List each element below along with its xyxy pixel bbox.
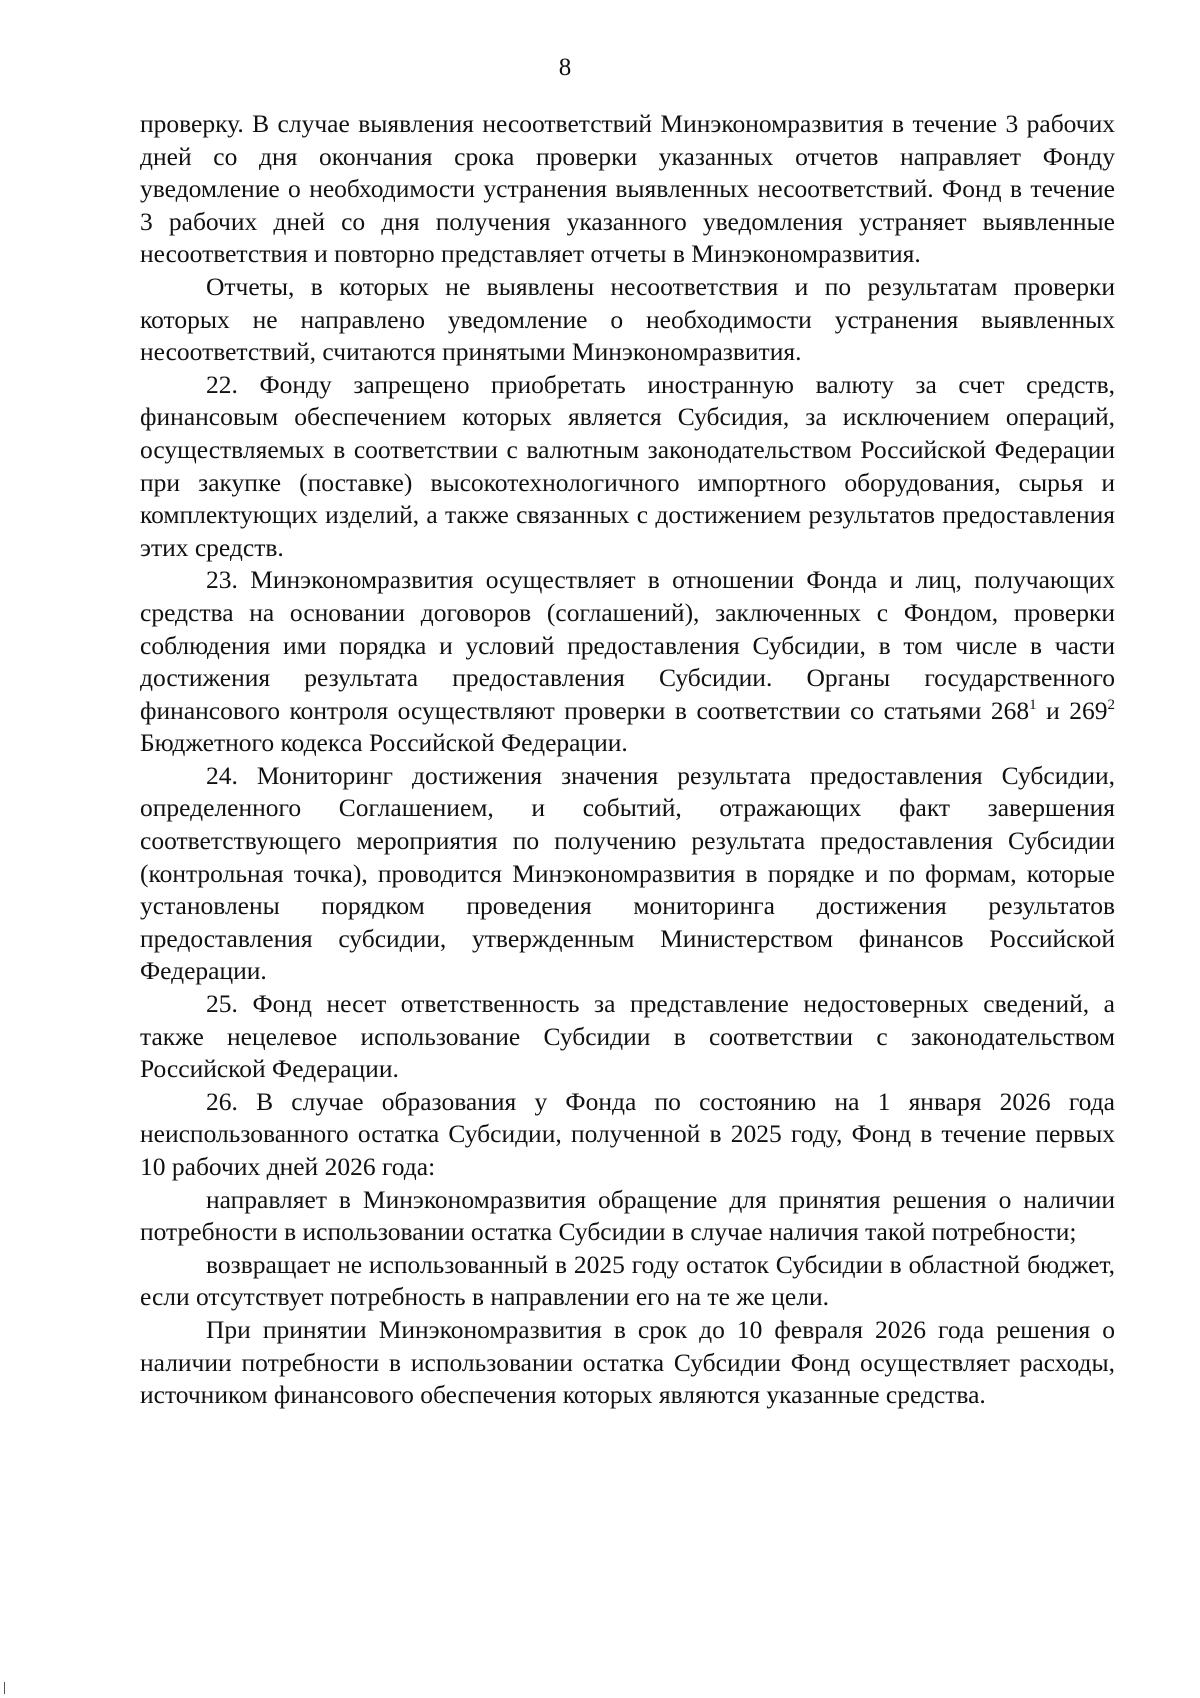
- paragraph-23-text-3: Бюджетного кодекса Российской Федерации.: [140, 728, 628, 758]
- paragraph-22: 22. Фонду запрещено приобретать иностранную валюту за счет средств, финансовым обеспечением которых является Субсидия, за исключением операций, осуществляемых в соответствии с валютным законодательством Российской Федерации при закупке (поставке) высокотехнологичного импортного оборудования, сырья и комплектующих изделий, а также связанных с достижением результатов предоставления этих средств.: [140, 369, 1115, 562]
- paragraph-26-item-return-balance: возвращает не использованный в 2025 году остаток Субсидии в областной бюджет, если отсутствует потребность в направлении его на те же цели.: [140, 1249, 1115, 1312]
- paragraph-report-check: проверку. В случае выявления несоответствий Минэкономразвития в течение 3 рабочих дней со дня окончания срока проверки указанных отчетов направляет Фонду уведомление о необходимости устранения выявленных несоответствий. Фонд в течение 3 рабочих дней со дня получения указанного уведомления устраняет выявленные несоответствия и повторно представляет отчеты в Минэкономразвития.: [140, 109, 1115, 269]
- superscript-1: 1: [1029, 696, 1037, 713]
- paragraph-25: 25. Фонд несет ответственность за представление недостоверных сведений, а также нецелевое использование Субсидии в соответствии с законодательством Российской Федерации.: [140, 989, 1115, 1084]
- paragraph-23-text-2: и 269: [1036, 695, 1108, 725]
- scan-margin-mark: [4, 1682, 5, 1694]
- superscript-2: 2: [1107, 696, 1115, 713]
- document-body: [140, 108, 1115, 1412]
- paragraph-26-item-send-request: направляет в Минэкономразвития обращение для принятия решения о наличии потребности в использовании остатка Субсидии в случае наличия такой потребности;: [140, 1184, 1115, 1247]
- paragraph-24: 24. Мониторинг достижения значения результата предоставления Субсидии, определенного Соглашением, и событий, отражающих факт завершения соответствующего мероприятия по получению результата предоставления Субсидии (контрольная точка), проводится Минэкономразвития в порядке и по формам, которые установлены порядком проведения мониторинга достижения результатов предоставления субсидии, утвержденным Министерством финансов Российской Федерации.: [140, 760, 1115, 986]
- paragraph-23: [140, 564, 1115, 760]
- paragraph-26: 26. В случае образования у Фонда по состоянию на 1 января 2026 года неиспользованного остатка Субсидии, полученной в 2025 году, Фонд в течение первых 10 рабочих дней 2026 года:: [140, 1086, 1115, 1181]
- page-number: 8: [558, 54, 572, 81]
- paragraph-23-text-1: 23. Минэкономразвития осуществляет в отношении Фонда и лиц, получающих средства на основании договоров (соглашений), заключенных с Фондом, проверки соблюдения ими порядка и условий предоставления Субсидии, в том числе в части достижения результата предоставления Субсидии. Органы государственного финансового контроля осуществляют проверки в соответствии со статьями 268: [140, 565, 1115, 725]
- paragraph-reports-accepted: Отчеты, в которых не выявлены несоответствия и по результатам проверки которых не направлено уведомление о необходимости устранения выявленных несоответствий, считаются принятыми Минэкономразвития.: [140, 271, 1115, 367]
- paragraph-expenses: При принятии Минэкономразвития в срок до 10 февраля 2026 года решения о наличии потребности в использовании остатка Субсидии Фонд осуществляет расходы, источником финансового обеспечения которых являются указанные средства.: [140, 1314, 1115, 1410]
